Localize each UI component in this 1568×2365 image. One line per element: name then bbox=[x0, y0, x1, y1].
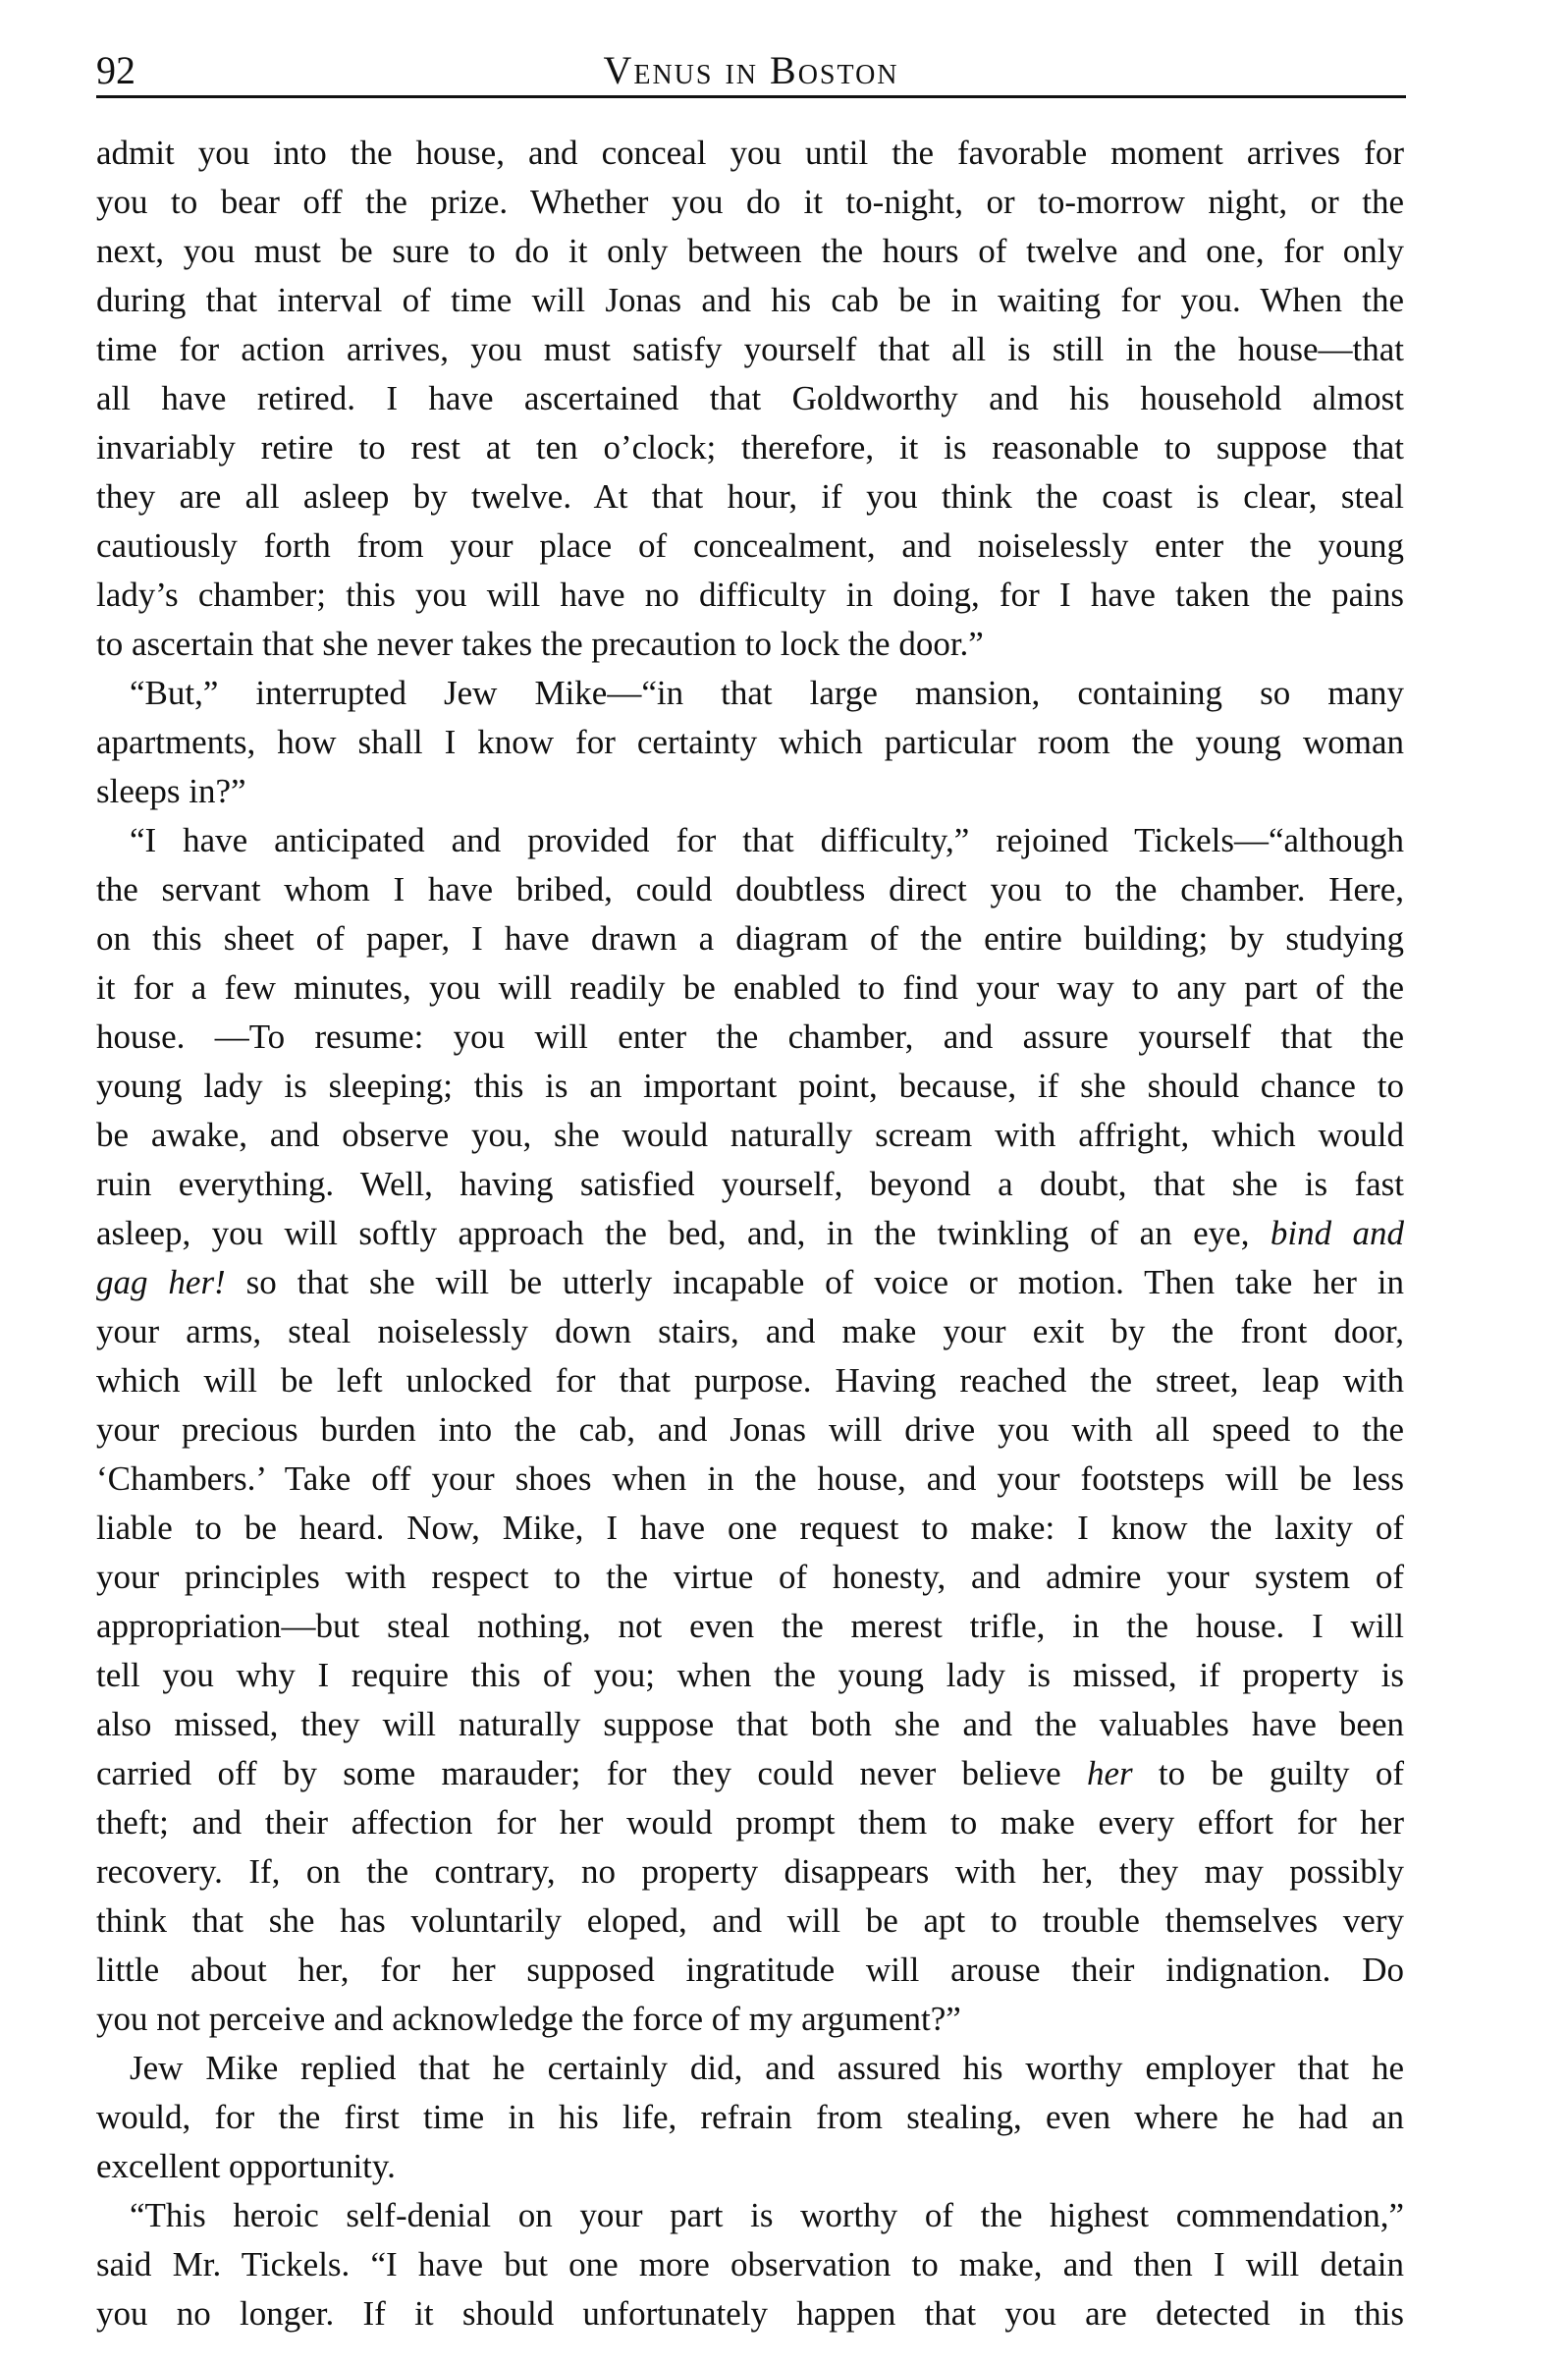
text-line: you to bear off the prize. Whether you do it to-night, or to-morrow night, or the bbox=[96, 183, 1404, 221]
paragraph bbox=[96, 129, 1404, 669]
page-number: 92 bbox=[96, 48, 135, 92]
text-line: on this sheet of paper, I have drawn a diagram of the entire building; by studying bbox=[96, 919, 1404, 958]
text-segment: carried off by some marauder; for they could never believe bbox=[96, 1754, 1087, 1792]
text-line: all have retired. I have ascertained that Goldworthy and his household almost bbox=[96, 379, 1404, 417]
italic-text: bind and bbox=[1270, 1214, 1404, 1252]
text-line bbox=[96, 1258, 1404, 1307]
text-line: Jew Mike replied that he certainly did, and assured his worthy employer that he bbox=[130, 2049, 1404, 2087]
text-line: invariably retire to rest at ten o’clock; therefore, it is reasonable to suppose that bbox=[96, 428, 1404, 467]
text-line: appropriation—but steal nothing, not even the merest trifle, in the house. I will bbox=[96, 1607, 1404, 1645]
text-line: “I have anticipated and provided for that difficulty,” rejoined Tickels—“although bbox=[130, 821, 1404, 859]
italic-text: her bbox=[1086, 1754, 1133, 1792]
paragraph bbox=[96, 2191, 1404, 2338]
text-segment: asleep, you will softly approach the bed, and, in the twinkling of an eye, bbox=[96, 1214, 1271, 1252]
text-segment: to be guilty of bbox=[1132, 1754, 1404, 1792]
text-line: your precious burden into the cab, and Jonas will drive you with all speed to the bbox=[96, 1410, 1404, 1449]
text-line: cautiously forth from your place of concealment, and noiselessly enter the young bbox=[96, 526, 1404, 565]
text-line: be awake, and observe you, she would naturally scream with affright, which would bbox=[96, 1116, 1404, 1154]
text-line: “But,” interrupted Jew Mike—“in that large mansion, containing so many bbox=[130, 674, 1404, 712]
text-line: ruin everything. Well, having satisfied yourself, beyond a doubt, that she is fast bbox=[96, 1165, 1404, 1203]
text-line: recovery. If, on the contrary, no property disappears with her, they may possibly bbox=[96, 1852, 1404, 1891]
text-line: theft; and their affection for her would prompt them to make every effort for her bbox=[96, 1803, 1404, 1842]
text-line: “This heroic self-denial on your part is worthy of the highest commendation,” bbox=[130, 2196, 1404, 2234]
text-line: it for a few minutes, you will readily be enabled to find your way to any part of the bbox=[96, 968, 1404, 1007]
text-line: excellent opportunity. bbox=[96, 2147, 396, 2185]
page-body bbox=[96, 129, 1404, 2338]
text-line: which will be left unlocked for that purpose. Having reached the street, leap with bbox=[96, 1361, 1404, 1400]
text-line: think that she has voluntarily eloped, and will be apt to trouble themselves very bbox=[96, 1901, 1404, 1940]
text-line: time for action arrives, you must satisfy yourself that all is still in the house—that bbox=[96, 330, 1404, 368]
text-line: your principles with respect to the virtue of honesty, and admire your system of bbox=[96, 1558, 1404, 1596]
paragraph bbox=[96, 2044, 1404, 2191]
italic-text: gag her! bbox=[96, 1263, 226, 1301]
text-line: to ascertain that she never takes the precaution to lock the door.” bbox=[96, 625, 984, 663]
text-line: tell you why I require this of you; when the young lady is missed, if property is bbox=[96, 1656, 1404, 1694]
text-line: you not perceive and acknowledge the force of my argument?” bbox=[96, 2000, 961, 2038]
text-line: apartments, how shall I know for certainty which particular room the young woman bbox=[96, 723, 1404, 761]
text-line: admit you into the house, and conceal you until the favorable moment arrives for bbox=[96, 134, 1404, 172]
running-title: Venus in Boston bbox=[603, 48, 899, 92]
text-line: would, for the first time in his life, refrain from stealing, even where he had an bbox=[96, 2098, 1404, 2136]
text-line: said Mr. Tickels. “I have but one more observation to make, and then I will detain bbox=[96, 2245, 1404, 2283]
paragraph bbox=[96, 669, 1404, 816]
text-line: lady’s chamber; this you will have no difficulty in doing, for I have taken the pains bbox=[96, 576, 1404, 614]
text-line: next, you must be sure to do it only between the hours of twelve and one, for only bbox=[96, 232, 1404, 270]
text-line: house. —To resume: you will enter the chamber, and assure yourself that the bbox=[96, 1018, 1404, 1056]
text-segment: so that she will be utterly incapable of voice or motion. Then take her in bbox=[225, 1263, 1404, 1301]
text-line: sleeps in?” bbox=[96, 772, 246, 810]
text-line bbox=[96, 1209, 1404, 1258]
text-line: they are all asleep by twelve. At that hour, if you think the coast is clear, steal bbox=[96, 477, 1404, 516]
header-rule bbox=[96, 95, 1406, 98]
text-line: you no longer. If it should unfortunately happen that you are detected in this bbox=[96, 2294, 1404, 2333]
text-line: your arms, steal noiselessly down stairs, and make your exit by the front door, bbox=[96, 1312, 1404, 1350]
paragraph bbox=[96, 816, 1404, 2044]
text-line: liable to be heard. Now, Mike, I have one request to make: I know the laxity of bbox=[96, 1509, 1404, 1547]
text-line: the servant whom I have bribed, could doubtless direct you to the chamber. Here, bbox=[96, 870, 1404, 908]
text-line: young lady is sleeping; this is an important point, because, if she should chance to bbox=[96, 1067, 1404, 1105]
text-line: little about her, for her supposed ingratitude will arouse their indignation. Do bbox=[96, 1951, 1404, 1989]
text-line: ‘Chambers.’ Take off your shoes when in the house, and your footsteps will be less bbox=[96, 1459, 1404, 1498]
text-line: during that interval of time will Jonas and his cab be in waiting for you. When the bbox=[96, 281, 1404, 319]
text-line: also missed, they will naturally suppose that both she and the valuables have been bbox=[96, 1705, 1404, 1743]
text-line bbox=[96, 1749, 1404, 1798]
